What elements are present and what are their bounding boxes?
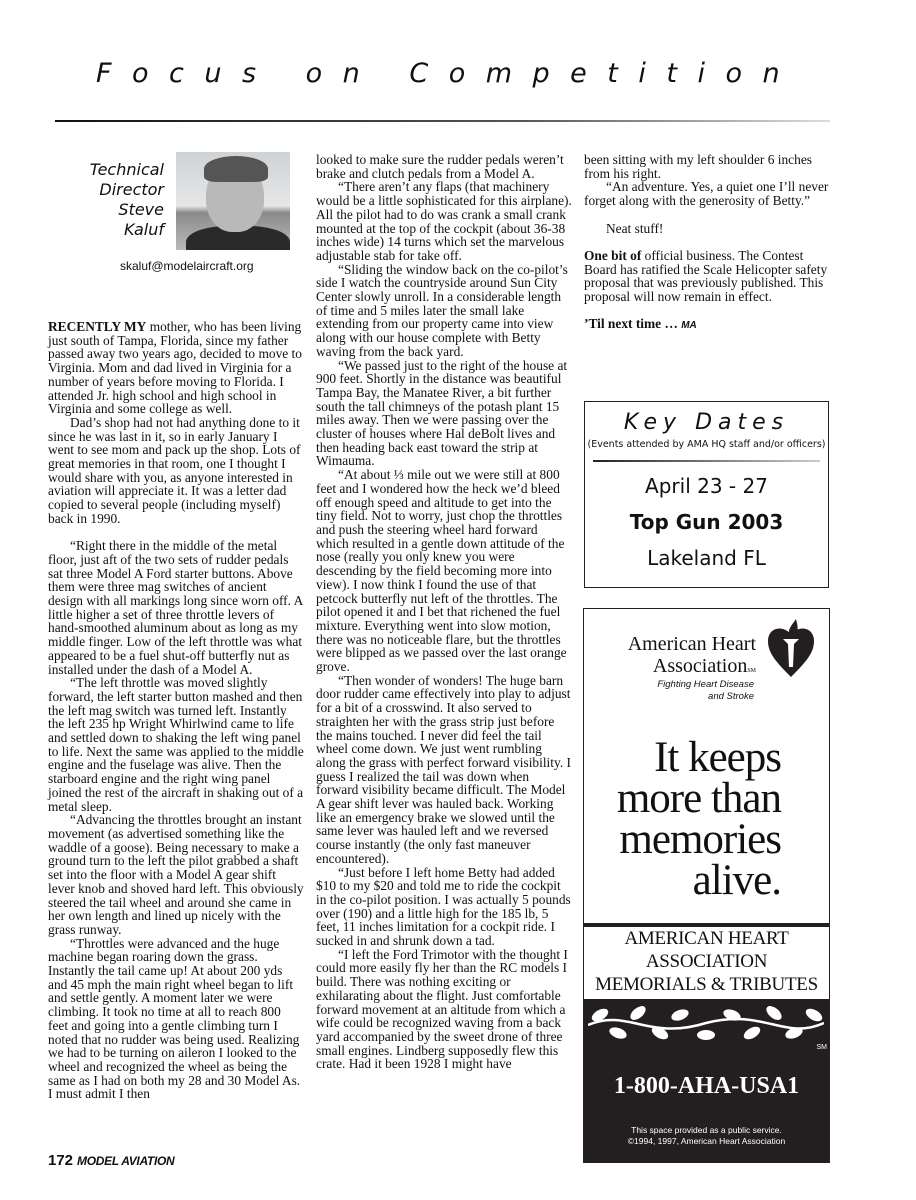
byline-line: Technical [89, 160, 164, 179]
key-event: Top Gun 2003 [629, 510, 784, 534]
paragraph: “Sliding the window back on the co-pilot’s side I watch the countryside around Sun City Center slowly unroll. In a considerable length of time and 5 miles later the small lake extending from our property came into view along with our house complete with Betty waving from the back yard. [316, 261, 568, 359]
key-date: April 23 - 27 [645, 474, 768, 498]
paragraph: “The left throttle was moved slightly forward, the left starter button mashed and then the left mag switch was turned left. Instantly the left 235 hp Wright Whirlwind came to life and settled down to shaking the left wing panel to life. Next the same was applied to the middle engine and the fuselage was alive. Then the starboard engine and the right wing panel joined the rest of the aircraft in shaking out of a metal sleep. [48, 675, 304, 814]
column-2 [316, 153, 572, 1071]
byline-line: Steve [118, 200, 164, 219]
ma-mark: MA [681, 320, 697, 332]
paragraph: Neat stuff! [606, 220, 664, 236]
byline-line: Director [99, 180, 164, 199]
heart-torch-icon [766, 617, 816, 679]
paragraph: “Then wonder of wonders! The huge barn door rudder came effectively into play to adjust for a bit of a crosswind. It also served to straighten her with the grass strip just before the mains touched. I never did feel the tail wheel come down. We just went rumbling along the grass with perfect forward visibility. I guess I realized the tail was down when forward visibility became difficult. The Model A gear shift lever was hauled back. Working like an emergency brake we slowed until the same lever was hauled left and we reversed course instantly (the only fast maneuver encountered). [316, 672, 571, 866]
paragraph: One bit of official business. The Contest Board has ratified the Scale Helicopter safety proposal that was previously published. This proposal will now remain in effect. [584, 247, 828, 304]
page-number: 172 [48, 1152, 74, 1169]
key-location: Lakeland FL [647, 546, 766, 570]
key-dates-subtitle: (Events attended by AMA HQ staff and/or officers) [587, 439, 826, 450]
service-mark: SM [816, 1044, 827, 1051]
aha-tagline: Fighting Heart Disease and Stroke [657, 679, 754, 702]
paragraph: Dad’s shop had not had anything done to it since he was last in it, so in early January I went to see mom and pack up the shop. Lots of great memories in that room, one I thought I would share with you, as anyone interested in aviation will appreciate it. It was a letter dad copied to several people (including myself) back in 1990. [48, 414, 301, 526]
paragraph: “Advancing the throttles brought an instant movement (as advertised something like the waddle of a goose). Being necessary to make a ground turn to the left the pilot grabbed a shaft set into the floor with a Model A gear shift lever knob and shoved hard left. This obviously steered the tail wheel and around she came in her own length and lined up nicely with the grass runway. [48, 812, 304, 937]
paragraph: “An adventure. Yes, a quiet one I’ll never forget along with the generosity of Betty.” [584, 179, 829, 209]
divider [593, 460, 820, 462]
aha-advertisement [583, 608, 830, 1163]
byline [60, 160, 164, 240]
column-3 [584, 153, 834, 333]
ad-slogan: It keeps more than memories alive. [616, 734, 781, 904]
byline-line: Kaluf [124, 220, 164, 239]
aha-phone: 1-800-AHA-USA1 [613, 1073, 800, 1099]
paragraph: “We passed just to the right of the house at 900 feet. Shortly in the distance was beautiful Tampa Bay, the Manatee River, a bit further south the tall chimneys of the potash plant 15 miles away. Then we were passing over the cluster of houses where Hal deBolt lives and then heading back east toward the strip at Wimauma. [316, 357, 568, 469]
page-footer [48, 1152, 174, 1169]
magazine-name: MODEL AVIATION [77, 1154, 175, 1168]
paragraph: “Right there in the middle of the metal floor, just aft of the two sets of rudder pedals sat three Model A Ford starter buttons. Above them were three mag switches of ancient design with all markings long since worn off. A little higher a set of three throttle levers of hand-smoothed aluminum about as long as my middle finger. Low of the left throttle was what appeared to be a fuel shut-off butterfly nut as installed under the dash of a Model A. [48, 538, 303, 677]
section-title: Focus on Competition [96, 58, 801, 89]
paragraph: been sitting with my left shoulder 6 inches from his right. [584, 152, 812, 181]
key-dates-box [584, 401, 829, 588]
paragraph: “Just before I left home Betty had added $10 to my $20 and told me to ride the cockpit in the co-pilot position. I was actually 5 pounds over (190) and a little high for the 185 lb, 5 feet, 11 inches limitation for a cockpit ride. I sucked in and shrunk down a tad. [316, 864, 571, 949]
author-email[interactable]: skaluf@modelaircraft.org [120, 259, 254, 273]
vine-ornament-icon [588, 1003, 824, 1043]
header-rule [55, 120, 830, 122]
ad-note: This space provided as a public service. ©1994, 1997, American Heart Association [627, 1125, 786, 1146]
paragraph: “I left the Ford Trimotor with the thought I could more easily fly her than the RC models I build. There was nothing exciting or exhilarating about the flight. Just comfortable forward movement at an altitude from which a wife could be recognized waving from a back yard accompanied by the sweet drone of three small engines. Lindberg supposedly flew this crate. Had it been 1928 I might have [316, 946, 568, 1072]
memorials-title: AMERICAN HEART ASSOCIATION MEMORIALS & TRIBUTES [584, 927, 829, 999]
signoff: ’Til next time … MA [584, 316, 697, 332]
paragraph: “There aren’t any flaps (that machinery would be a little sophisticated for this airplane). All the pilot had to do was crank a small crank mounted at the top of the cockpit (about 36-38 inches wide) 14 turns which set the marvelous adjustable stab for take off. [316, 179, 572, 263]
key-dates-title: Key Dates [623, 410, 790, 435]
paragraph: “At about ⅓ mile out we were still at 800 feet and I wondered how the heck we’d bleed off enough speed and altitude to get into the tiny field. Not to worry, just chop the throttles and push the steering wheel hard forward which resulted in a gentle down attitude of the nose (really you only knew you were descending by the field becoming more into view). I now think I found the use of that petcock butterfly nut left of the throttles. The pilot opened it and I bet that richened the fuel mixture. Everything went into slow motion, there was no noticeable flare, but the throttles were blipped as we passed over the last orange grove. [316, 467, 567, 675]
paragraph: “Throttles were advanced and the huge machine began roaring down the grass. Instantly the tail came up! At about 200 yds and 45 mph the main right wheel began to lift and settle gently. A moment later we were climbing. It took no time at all to reach 800 feet and going into a gentle climbing turn I noted that no rudder was being used. Realizing we had to be turning on aileron I looked to the wheel and recognized the wheel as being the same as I had on both my 28 and 30 Model As. I must admit I then [48, 935, 301, 1102]
aha-logo-text: American Heart AssociationSM [627, 633, 756, 677]
lead-paragraph: RECENTLY MY mother, who has been living just south of Tampa, Florida, since my father passed away two years ago, decided to move to Virginia. Mom and dad lived in Virginia for a number of years before moving to Florida. I attended Jr. high school and high school in Virginia and some college as well. [48, 319, 302, 417]
column-1 [48, 320, 304, 1101]
author-photo [176, 152, 290, 250]
paragraph: looked to make sure the rudder pedals weren’t brake and clutch pedals from a Model A. [316, 152, 564, 181]
